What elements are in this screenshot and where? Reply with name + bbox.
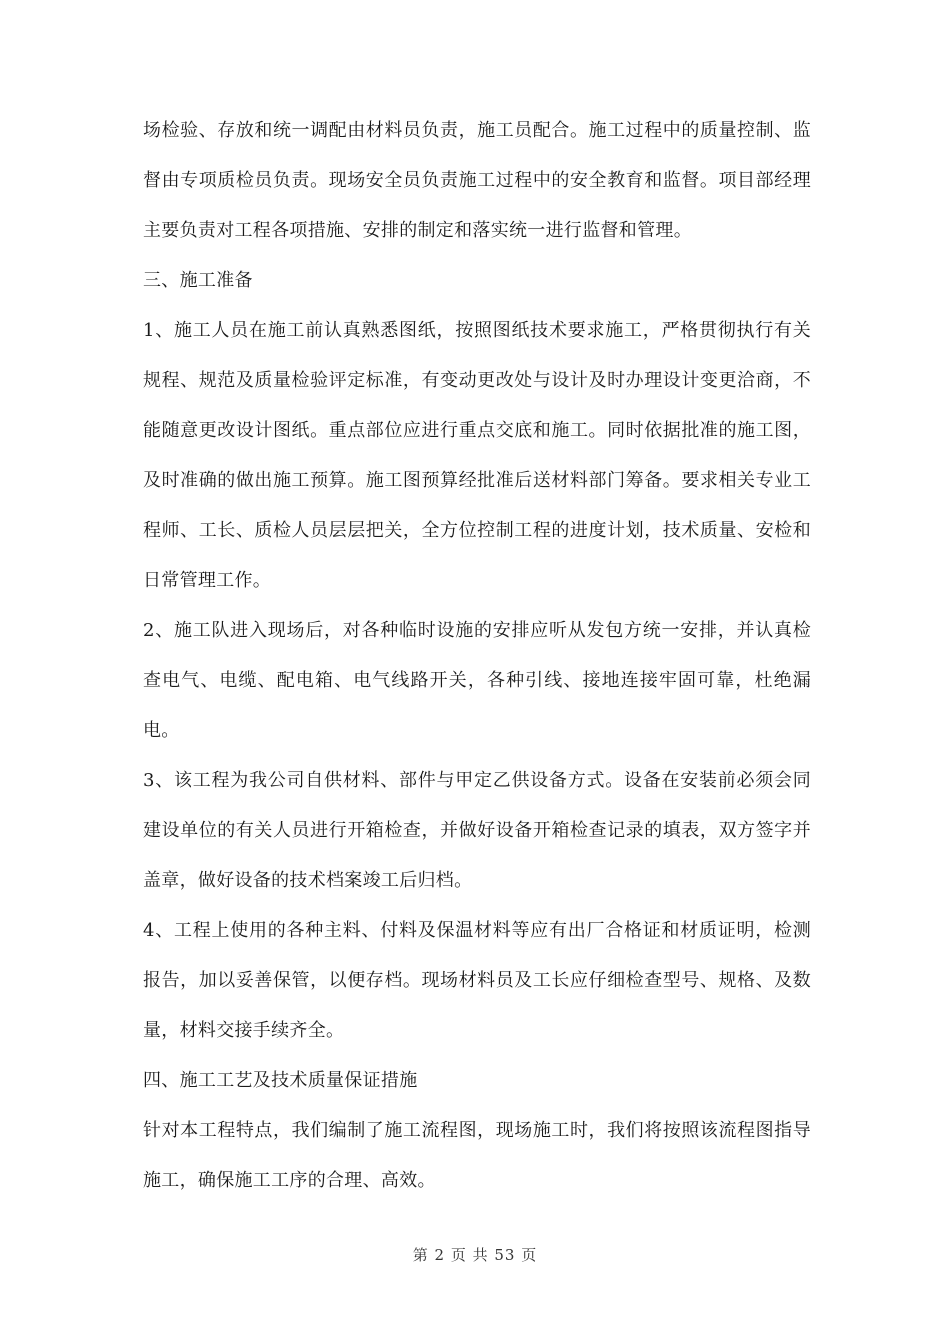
paragraph-item-4: 4、工程上使用的各种主料、付料及保温材料等应有出厂合格证和材质证明，检测报告，加以妥善保管，以便存档。现场材料员及工长应仔细检查型号、规格、及数量，材料交接手续齐全。 xyxy=(143,920,811,1041)
section-heading-4: 四、施工工艺及技术质量保证措施 xyxy=(143,1070,418,1091)
document-body xyxy=(143,106,811,1206)
paragraph-item-2: 2、施工队进入现场后，对各种临时设施的安排应听从发包方统一安排，并认真检查电气、电缆、配电箱、电气线路开关，各种引线、接地连接牢固可靠，杜绝漏电。 xyxy=(143,620,811,741)
section-heading-3: 三、施工准备 xyxy=(143,270,253,291)
page-number-footer: 第 2 页 共 53 页 xyxy=(412,1246,538,1264)
paragraph-flowchart-intro: 针对本工程特点，我们编制了施工流程图，现场施工时，我们将按照该流程图指导施工，确保施工工序的合理、高效。 xyxy=(143,1120,811,1191)
paragraph-item-1: 1、施工人员在施工前认真熟悉图纸，按照图纸技术要求施工，严格贯彻执行有关规程、规范及质量检验评定标准，有变动更改处与设计及时办理设计变更洽商，不能随意更改设计图纸。重点部位应进行重点交底和施工。同时依据批准的施工图，及时准确的做出施工预算。施工图预算经批准后送材料部门筹备。要求相关专业工程师、工长、质检人员层层把关，全方位控制工程的进度计划，技术质量、安检和日常管理工作。 xyxy=(143,320,811,591)
paragraph-item-3: 3、该工程为我公司自供材料、部件与甲定乙供设备方式。设备在安装前必须会同建设单位的有关人员进行开箱检查，并做好设备开箱检查记录的填表，双方签字并盖章，做好设备的技术档案竣工后归档。 xyxy=(143,770,811,891)
paragraph-continuation: 场检验、存放和统一调配由材料员负责，施工员配合。施工过程中的质量控制、监督由专项质检员负责。现场安全员负责施工过程中的安全教育和监督。项目部经理主要负责对工程各项措施、安排的制定和落实统一进行监督和管理。 xyxy=(143,120,811,241)
